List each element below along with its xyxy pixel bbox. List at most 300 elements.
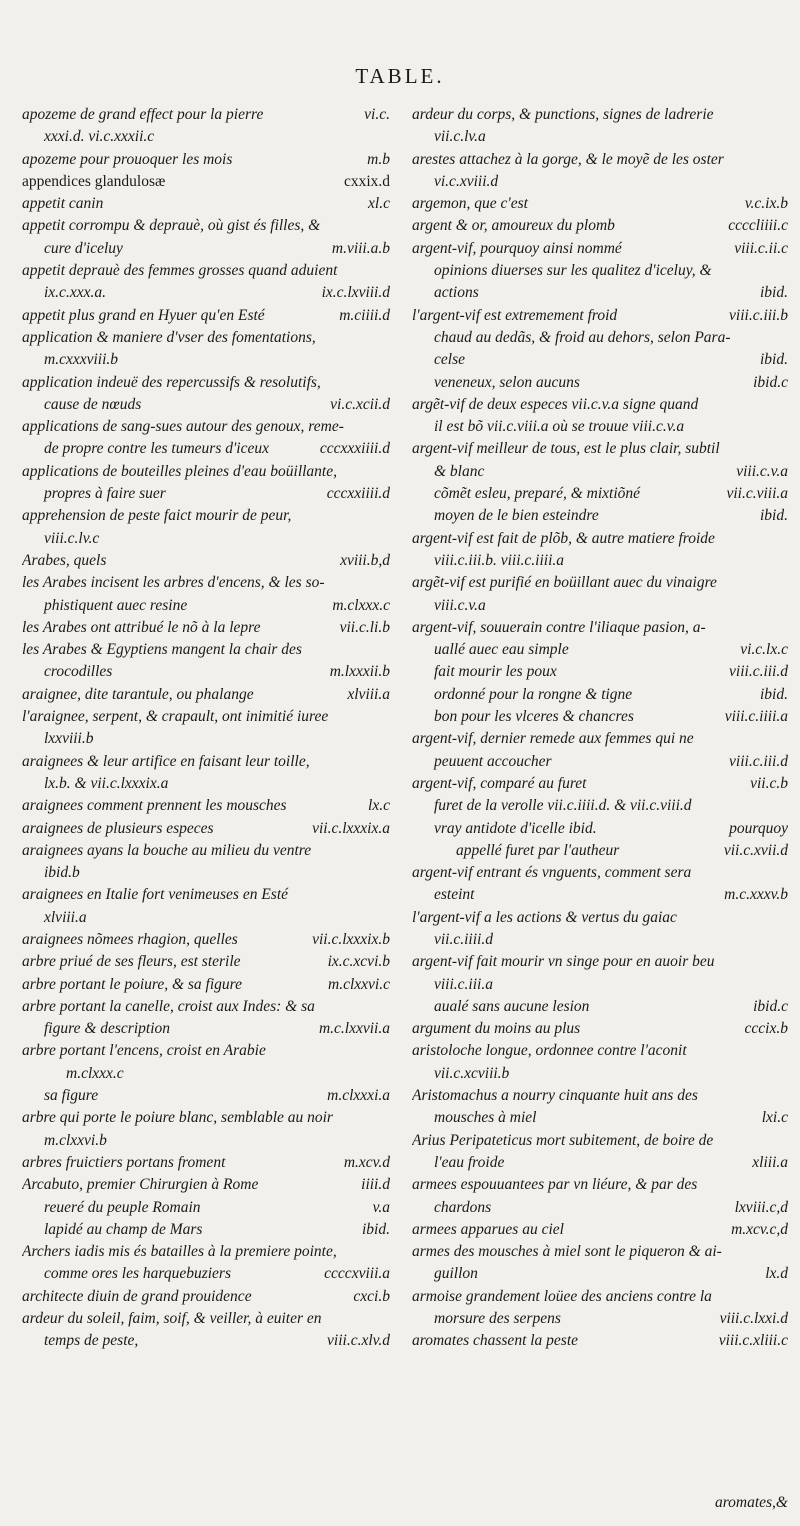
page-reference: viii.c.lxxi.d [719, 1310, 788, 1328]
entry-line [22, 305, 394, 327]
entry-text: arbre portant le poiure, & sa figure [22, 975, 243, 993]
entry-text: appetit corrompu & deprauè, où gist és filles, & [22, 217, 321, 235]
page-reference: m.b [367, 150, 390, 168]
entry-line [412, 1018, 792, 1040]
entry-line [412, 884, 792, 906]
entry-line [22, 416, 394, 438]
entry-text: vi.c.xviii.d [434, 172, 499, 190]
entry-line [412, 171, 792, 193]
page-reference: xviii.b,d [340, 551, 390, 569]
entry-text: aromates chassent la peste [412, 1332, 579, 1350]
index-entry [412, 305, 792, 394]
page-reference: viii.c.iii.d [729, 752, 788, 770]
entry-text: guillon [434, 1265, 478, 1283]
entry-line [22, 1330, 394, 1352]
entry-text: aristoloche longue, ordonnee contre l'aconit [412, 1042, 687, 1060]
page-reference: m.ciiii.d [339, 306, 390, 324]
page-header: TABLE. [355, 64, 445, 88]
entry-text: l'argent-vif a les actions & vertus du gaiac [412, 908, 677, 926]
page-reference: ibid. [760, 284, 788, 302]
entry-line [412, 840, 792, 862]
entry-text: applications de bouteilles pleines d'eau boüillante, [22, 462, 337, 480]
entry-text: furet de la verolle vii.c.iiii.d. & vii.c.viii.d [434, 797, 692, 815]
entry-text: cause de nœuds [44, 395, 142, 413]
entry-line [412, 617, 792, 639]
entry-line [412, 1219, 792, 1241]
entry-text: m.clxxvi.b [44, 1131, 107, 1149]
entry-text: arbre portant la canelle, croist aux Indes: & sa [22, 997, 315, 1015]
entry-text: armees espouuantees par vn liéure, & par des [412, 1176, 698, 1194]
entry-line [412, 996, 792, 1018]
entry-line [22, 818, 394, 840]
index-entry [22, 1241, 394, 1286]
entry-line [412, 706, 792, 728]
entry-text: esteint [434, 886, 475, 904]
index-entry [22, 884, 394, 929]
entry-line [22, 773, 394, 795]
page-reference: cxxix.d [343, 172, 390, 190]
entry-text: vii.c.iiii.d [434, 930, 493, 948]
entry-line [22, 238, 394, 260]
entry-line [412, 505, 792, 527]
page-reference: cccxxiiii.d [326, 485, 390, 503]
entry-text: argent-vif meilleur de tous, est le plus clair, subtil [412, 440, 720, 458]
entry-line [412, 951, 792, 973]
entry-text: araignees ayans la bouche au milieu du ventre [22, 841, 312, 859]
entry-line [22, 595, 394, 617]
index-entry [22, 974, 394, 996]
entry-text: appendices glandulosæ [22, 172, 166, 190]
entry-text: ibid.b [44, 864, 80, 882]
index-entry [22, 215, 394, 260]
index-entry [22, 751, 394, 796]
entry-text: appetit plus grand en Hyuer qu'en Esté [22, 306, 265, 324]
entry-text: vii.c.xcviii.b [434, 1064, 510, 1082]
index-entry [412, 1085, 792, 1130]
page-reference: vi.c.lx.c [740, 641, 788, 659]
entry-line [412, 1174, 792, 1196]
entry-line [412, 193, 792, 215]
page-reference: m.xcv.d [343, 1153, 390, 1171]
entry-line [412, 282, 792, 304]
entry-text: argent & or, amoureux du plomb [412, 217, 615, 235]
entry-line [22, 1219, 394, 1241]
entry-text: apozeme de grand effect pour la pierre [22, 106, 264, 123]
page-reference: iiii.d [361, 1176, 390, 1194]
entry-line [412, 1107, 792, 1129]
entry-text: cõmẽt esleu, preparé, & mixtiõné [434, 485, 641, 503]
entry-text: araignees & leur artifice en faisant leur toille, [22, 752, 310, 770]
entry-line [22, 907, 394, 929]
page-reference: m.c.xxxv.b [724, 886, 788, 904]
index-entry [412, 728, 792, 773]
index-entry [22, 416, 394, 461]
page-reference: v.c.ix.b [744, 195, 788, 213]
entry-text: m.clxxx.c [66, 1064, 124, 1082]
index-entry [412, 617, 792, 728]
entry-text: argent-vif est fait de plõb, & autre matiere froide [412, 529, 715, 547]
entry-line [412, 327, 792, 349]
entry-line [22, 438, 394, 460]
entry-line [412, 639, 792, 661]
entry-line [412, 149, 792, 171]
entry-line [412, 238, 792, 260]
entry-text: ordonné pour la rongne & tigne [434, 685, 633, 703]
entry-line [22, 1308, 394, 1330]
entry-text: vray antidote d'icelle ibid. [434, 819, 597, 837]
entry-line [412, 372, 792, 394]
page-reference: vii.c.lxxxix.b [312, 930, 390, 948]
entry-text: uallé auec eau simple [434, 641, 569, 659]
entry-text: argent-vif fait mourir vn singe pour en auoir beu [412, 953, 715, 971]
entry-text: xlviii.a [44, 908, 87, 926]
entry-line [412, 818, 792, 840]
entry-text: Arius Peripateticus mort subitement, de boire de [412, 1131, 714, 1149]
entry-line [22, 1063, 394, 1085]
index-entry [412, 438, 792, 527]
entry-line [22, 996, 394, 1018]
index-entry [22, 1174, 394, 1241]
entry-line [412, 349, 792, 371]
entry-text: fait mourir les poux [434, 663, 557, 681]
entry-line [22, 706, 394, 728]
index-entry [412, 907, 792, 952]
entry-line [22, 550, 394, 572]
entry-text: lxxviii.b [44, 730, 94, 748]
entry-text: chardons [434, 1198, 492, 1216]
page-reference: vii.c.viii.a [726, 485, 788, 503]
entry-line [412, 305, 792, 327]
page-reference: ibid. [760, 685, 788, 703]
entry-line [22, 461, 394, 483]
entry-text: application indeuë des repercussifs & resolutifs, [22, 373, 321, 391]
entry-line [22, 1130, 394, 1152]
catchword: aromates,& [714, 1494, 788, 1511]
page-reference: m.clxxxi.a [327, 1087, 390, 1105]
index-entry [22, 372, 394, 417]
entry-text: opinions diuerses sur les qualitez d'iceluy, & [434, 262, 712, 280]
index-entry [22, 1286, 394, 1308]
entry-line [412, 1152, 792, 1174]
entry-line [412, 684, 792, 706]
left-column [22, 104, 394, 1353]
index-entry [22, 639, 394, 684]
entry-text: arbre portant l'encens, croist en Arabie [22, 1042, 266, 1060]
entry-line [412, 1085, 792, 1107]
entry-text: applications de sang-sues autour des genoux, reme- [22, 418, 344, 436]
entry-text: aualé sans aucune lesion [434, 997, 590, 1015]
entry-line [22, 171, 394, 193]
entry-line [412, 661, 792, 683]
index-entry [22, 505, 394, 550]
entry-line [22, 661, 394, 683]
entry-text: armes des mousches à miel sont le piqueron & ai- [412, 1243, 722, 1261]
entry-line [412, 1063, 792, 1085]
entry-text: & blanc [434, 462, 485, 480]
page-reference: m.clxxvi.c [328, 975, 390, 993]
index-entry [412, 104, 792, 149]
index-entry [412, 951, 792, 1018]
index-entry [22, 795, 394, 817]
page-reference: m.c.lxxvii.a [318, 1020, 390, 1038]
entry-text: armoise grandement loüee des anciens contre la [412, 1287, 712, 1305]
index-entry [22, 929, 394, 951]
index-entry [22, 572, 394, 617]
entry-line [412, 572, 792, 594]
page-reference: xl.c [368, 195, 390, 213]
entry-line [22, 1241, 394, 1263]
page-reference: ix.c.lxviii.d [321, 284, 390, 302]
entry-text: figure & description [44, 1020, 170, 1038]
entry-text: armees apparues au ciel [412, 1220, 564, 1238]
entry-line [22, 751, 394, 773]
index-entry [412, 1040, 792, 1085]
entry-line [412, 550, 792, 572]
index-entry [22, 327, 394, 372]
entry-text: crocodilles [44, 663, 113, 681]
page-reference: ccccxviii.a [324, 1265, 390, 1283]
entry-text: argẽt-vif de deux especes vii.c.v.a signe quand [412, 395, 699, 413]
page-reference: ix.c.xcvi.b [327, 953, 390, 971]
entry-line [412, 215, 792, 237]
entry-line [22, 1107, 394, 1129]
entry-line [412, 728, 792, 750]
entry-text: araignees en Italie fort venimeuses en Esté [22, 886, 289, 904]
page-reference: vii.c.xvii.d [723, 841, 788, 859]
index-entry [412, 1130, 792, 1175]
page-reference: cccxxxiiii.d [319, 440, 390, 458]
entry-line [22, 884, 394, 906]
entry-text: moyen de le bien esteindre [434, 507, 599, 525]
entry-line [22, 1152, 394, 1174]
entry-text: argent-vif entrant és vnguents, comment sera [412, 864, 692, 882]
entry-line [412, 595, 792, 617]
entry-text: les Arabes ont attribué le nõ à la lepre [22, 618, 261, 636]
entry-text: cure d'iceluy [44, 239, 123, 257]
right-column [412, 104, 792, 1353]
entry-line [22, 929, 394, 951]
entry-line [412, 1197, 792, 1219]
entry-line [22, 1286, 394, 1308]
index-entry [412, 1018, 792, 1040]
entry-text: argument du moins au plus [412, 1020, 581, 1038]
entry-text: chaud au dedãs, & froid au dehors, selon Para- [434, 328, 731, 346]
index-entry [22, 193, 394, 215]
entry-line [412, 461, 792, 483]
entry-text: l'eau froide [434, 1153, 505, 1171]
page-reference: lxi.c [761, 1109, 788, 1127]
entry-text: veneneux, selon aucuns [434, 373, 580, 391]
index-entry [22, 840, 394, 885]
index-entry [22, 951, 394, 973]
entry-line [412, 1040, 792, 1062]
entry-line [412, 1263, 792, 1285]
index-entry [22, 1152, 394, 1174]
entry-line [22, 394, 394, 416]
page-reference: lx.d [765, 1265, 788, 1283]
entry-line [22, 1197, 394, 1219]
entry-text: viii.c.iii.b. viii.c.iiii.a [434, 551, 565, 569]
entry-line [412, 795, 792, 817]
entry-line [412, 907, 792, 929]
page-reference: ibid. [760, 507, 788, 525]
entry-line [412, 862, 792, 884]
index-entry [412, 238, 792, 305]
entry-line [22, 1085, 394, 1107]
entry-line [22, 572, 394, 594]
entry-text: application & maniere d'vser des fomentations, [22, 328, 316, 346]
entry-line [412, 751, 792, 773]
page-reference: viii.c.iiii.a [724, 708, 788, 726]
entry-line [412, 1330, 792, 1352]
entry-text: les Arabes & Egyptiens mangent la chair des [22, 641, 302, 659]
entry-text: appetit deprauè des femmes grosses quand aduient [22, 262, 338, 280]
entry-line [22, 617, 394, 639]
entry-text: araignees nõmees rhagion, quelles [22, 930, 238, 948]
entry-text: morsure des serpens [434, 1310, 561, 1328]
entry-text: araignee, dite tarantule, ou phalange [22, 685, 254, 703]
page-reference: vii.c.b [750, 774, 788, 792]
entry-line [22, 149, 394, 171]
entry-line [22, 505, 394, 527]
entry-text: argent-vif, souuerain contre l'iliaque pasion, a- [412, 618, 706, 636]
entry-text: Arcabuto, premier Chirurgien à Rome [22, 1176, 259, 1194]
page-reference: cccix.b [744, 1020, 788, 1038]
entry-text: apozeme pour prouoquer les mois [22, 150, 233, 168]
page-reference: m.lxxxii.b [329, 663, 390, 681]
entry-text: il est bõ vii.c.viii.a où se trouue viii.c.v.a [434, 418, 685, 436]
entry-text: ardeur du soleil, faim, soif, & veiller, à euiter en [22, 1310, 322, 1328]
entry-line [22, 349, 394, 371]
entry-text: araignees comment prennent les mousches [22, 797, 287, 815]
entry-line [412, 1286, 792, 1308]
page-reference: viii.c.ii.c [734, 239, 788, 257]
entry-line [412, 929, 792, 951]
entry-text: appetit canin [22, 195, 104, 213]
entry-text: araignees de plusieurs especes [22, 819, 214, 837]
entry-text: appellé furet par l'autheur [456, 841, 620, 859]
index-entry [22, 550, 394, 572]
entry-line [22, 684, 394, 706]
entry-line [22, 528, 394, 550]
entry-text: bon pour les vlceres & chancres [434, 708, 634, 726]
entry-text: Archers iadis mis és batailles à la premiere pointe, [22, 1243, 337, 1261]
index-entry [22, 818, 394, 840]
index-entry [22, 1107, 394, 1152]
entry-text: arbre priué de ses fleurs, est sterile [22, 953, 241, 971]
entry-line [22, 126, 394, 148]
page-reference: lx.c [368, 797, 390, 815]
index-entry [22, 617, 394, 639]
page-reference: viii.c.xlv.d [327, 1332, 390, 1350]
page-reference: ibid. [760, 351, 788, 369]
entry-text: l'araignee, serpent, & crapault, ont inimitié iuree [22, 708, 329, 726]
entry-text: argent-vif, comparé au furet [412, 774, 587, 792]
entry-text: les Arabes incisent les arbres d'encens, & les so- [22, 574, 325, 592]
entry-line [412, 1308, 792, 1330]
entry-text: arbre qui porte le poiure blanc, semblable au noir [22, 1109, 333, 1127]
index-entry [22, 104, 394, 149]
index-entry [22, 1040, 394, 1107]
index-entry [412, 1174, 792, 1219]
page-reference: vi.c.xcii.d [330, 395, 390, 413]
entry-text: vii.c.lv.a [434, 128, 486, 146]
entry-text: Arabes, quels [22, 551, 107, 569]
page-reference: viii.c.xliii.c [718, 1332, 788, 1350]
page-reference: ibid. [362, 1220, 390, 1238]
entry-line [22, 483, 394, 505]
index-entry [22, 996, 394, 1041]
page-reference: vii.c.lxxxix.a [312, 819, 390, 837]
entry-text: architecte diuin de grand prouidence [22, 1287, 252, 1305]
page-reference: xliii.a [752, 1153, 788, 1171]
page-reference: vii.c.li.b [339, 618, 390, 636]
index-entry [412, 394, 792, 439]
entry-text: Aristomachus a nourry cinquante huit ans des [412, 1087, 698, 1105]
page-reference: ccccliiii.c [728, 217, 788, 235]
index-entry [22, 461, 394, 506]
entry-line [22, 372, 394, 394]
entry-text: reueré du peuple Romain [44, 1198, 201, 1216]
index-entry [412, 1286, 792, 1331]
page-reference: viii.c.v.a [736, 462, 788, 480]
entry-text: arbres fruictiers portans froment [22, 1153, 226, 1171]
page-reference: ibid.c [753, 373, 788, 391]
entry-text: comme ores les harquebuziers [44, 1265, 231, 1283]
page-reference: viii.c.iii.d [729, 663, 788, 681]
index-entry [412, 1219, 792, 1241]
index-entry [412, 773, 792, 862]
entry-text: argent-vif, pourquoy ainsi nommé [412, 239, 622, 257]
entry-text: ardeur du corps, & punctions, signes de ladrerie [412, 106, 714, 123]
page-reference: lxviii.c,d [734, 1198, 788, 1216]
entry-line [412, 1130, 792, 1152]
entry-text: peuuent accoucher [434, 752, 552, 770]
index-entry [22, 149, 394, 171]
entry-line [22, 951, 394, 973]
page-reference: v.a [372, 1198, 390, 1216]
entry-text: argẽt-vif est purifié en boüillant auec du vinaigre [412, 574, 717, 592]
entry-line [412, 483, 792, 505]
index-entry [22, 171, 394, 193]
index-entry [412, 1241, 792, 1286]
entry-line [412, 104, 792, 126]
index-entry [412, 862, 792, 907]
entry-line [22, 193, 394, 215]
page-reference: pourquoy [729, 819, 788, 837]
entry-line [412, 394, 792, 416]
index-entry [22, 706, 394, 751]
index-entry [22, 1308, 394, 1353]
entry-text: lapidé au champ de Mars [44, 1220, 203, 1238]
entry-line [22, 1040, 394, 1062]
entry-line [412, 126, 792, 148]
index-entry [22, 305, 394, 327]
index-entry [412, 528, 792, 573]
entry-line [412, 416, 792, 438]
page-reference: vi.c. [364, 106, 390, 123]
index-entry [412, 193, 792, 215]
page-reference: m.viii.a.b [331, 239, 390, 257]
entry-text: phistiquent auec resine [44, 596, 188, 614]
entry-text: xxxi.d. vi.c.xxxii.c [44, 128, 155, 146]
page-reference: cxci.b [353, 1287, 390, 1305]
entry-line [412, 528, 792, 550]
index-entry [22, 684, 394, 706]
entry-line [22, 215, 394, 237]
index-entry [412, 1330, 792, 1352]
entry-line [412, 773, 792, 795]
